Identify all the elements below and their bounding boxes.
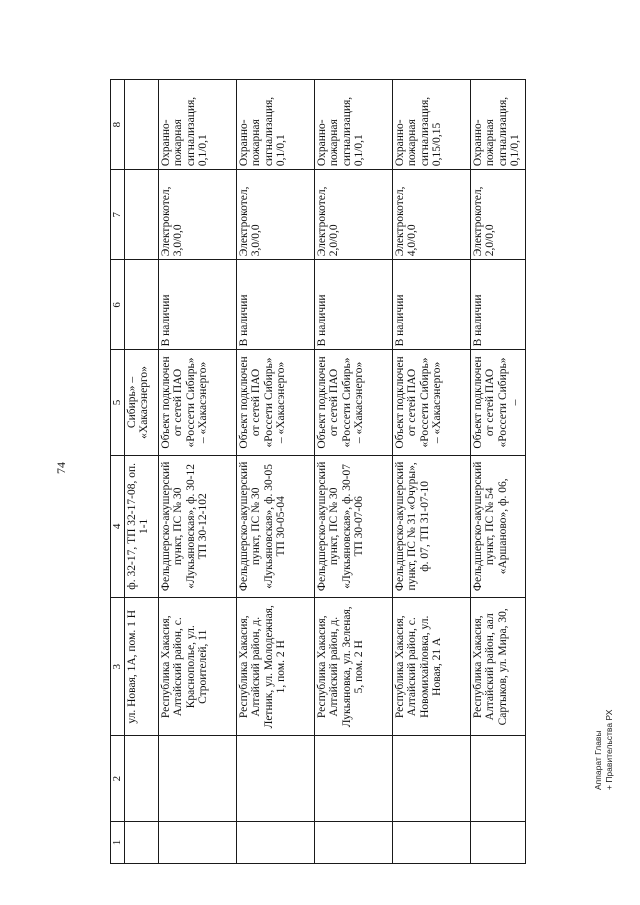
table-cell-c8: Охранно-пожарная сигнализация, 0,1/0,1 bbox=[470, 80, 525, 170]
table-cell-c2 bbox=[158, 736, 236, 822]
table-cell-c5: Объект подключен от сетей ПАО «Россети Сибирь» – «Хакасэнерго» bbox=[314, 350, 392, 455]
table-cell-c5: Объект подключен от сетей ПАО «Россети Сибирь» – «Хакасэнерго» bbox=[392, 350, 470, 455]
table-cell-c3: Республика Хакасия, Алтайский район, д. Лукьяновка, ул. Зеленая, 5, пом. 2 Н bbox=[314, 598, 392, 736]
table-cell-c6: В наличии bbox=[236, 260, 314, 350]
data-table bbox=[110, 79, 526, 864]
table-cell-c2 bbox=[124, 736, 158, 822]
header-cell: 5 bbox=[111, 350, 125, 455]
table-cell-c1 bbox=[236, 821, 314, 863]
table-cell-c6: В наличии bbox=[470, 260, 525, 350]
table-row bbox=[470, 80, 525, 864]
table-cell-c8: Охранно-пожарная сигнализация, 0,15/0,15 bbox=[392, 80, 470, 170]
table-cell-c8 bbox=[124, 80, 158, 170]
table-cell-c5: Сибирь» – «Хакасэнерго» bbox=[124, 350, 158, 455]
stamp-line: Аппарат Главы bbox=[593, 730, 603, 790]
table-cell-c7 bbox=[124, 170, 158, 260]
table-cell-c5: Объект подключен от сетей ПАО «Россети Сибирь» – bbox=[470, 350, 525, 455]
table-cell-c4: Фельдшерско-акушерский пункт, ПС № 30 «Лукьяновская», ф. 30-12 ТП 30-12-102 bbox=[158, 455, 236, 598]
table-cell-c3: Республика Хакасия, Алтайский район, с. Новомихайловка, ул. Новая, 21 А bbox=[392, 598, 470, 736]
table-cell-c6: В наличии bbox=[392, 260, 470, 350]
table-cell-c6: В наличии bbox=[158, 260, 236, 350]
table-cell-c3: ул. Новая, 1А, пом. 1 Н bbox=[124, 598, 158, 736]
table-row bbox=[392, 80, 470, 864]
table-cell-c2 bbox=[392, 736, 470, 822]
registry-stamp bbox=[593, 700, 627, 790]
table-cell-c7: Электрокотел, 3,0/0,0 bbox=[236, 170, 314, 260]
table-cell-c3: Республика Хакасия, Алтайский район, аал Сартыков, ул. Мира, 30, bbox=[470, 598, 525, 736]
table-cell-c4: Фельдшерско-акушерский пункт, ПС № 30 «Лукьяновская», ф. 30-07 ТП 30-07-06 bbox=[314, 455, 392, 598]
table-cell-c8: Охранно-пожарная сигнализация, 0,1/0,1 bbox=[314, 80, 392, 170]
table-cell-c7: Электрокотел, 2,0/0,0 bbox=[470, 170, 525, 260]
header-cell: 1 bbox=[111, 821, 125, 863]
table-cell-c5: Объект подключен от сетей ПАО «Россети Сибирь» – «Хакасэнерго» bbox=[158, 350, 236, 455]
table-cell-c1 bbox=[470, 821, 525, 863]
table-cell-c2 bbox=[314, 736, 392, 822]
header-cell: 6 bbox=[111, 260, 125, 350]
table-cell-c3: Республика Хакасия, Алтайский район, с. Краснополье, ул. Строителей, 11 bbox=[158, 598, 236, 736]
table-cell-c2 bbox=[470, 736, 525, 822]
table-row bbox=[236, 80, 314, 864]
header-cell: 7 bbox=[111, 170, 125, 260]
table-cell-c1 bbox=[392, 821, 470, 863]
stamp-line: + Правительства РХ bbox=[604, 709, 614, 790]
header-cell: 8 bbox=[111, 80, 125, 170]
table-cell-c3: Республика Хакасия, Алтайский район, д. Летник, ул. Молодежная, 1, пом. 2 Н bbox=[236, 598, 314, 736]
table-cell-c4: Фельдшерско-акушерский пункт, ПС № 30 «Лукьяновская», ф. 30-05 ТП 30-05-04 bbox=[236, 455, 314, 598]
header-cell: 4 bbox=[111, 455, 125, 598]
table-cell-c7: Электрокотел, 4,0/0,0 bbox=[392, 170, 470, 260]
header-row bbox=[111, 80, 125, 864]
table-cell-c1 bbox=[314, 821, 392, 863]
header-cell: 3 bbox=[111, 598, 125, 736]
table-cell-c4: Фельдшерско-акушерский пункт, ПС № 31 «Очуры», ф. 07, ТП 31-07-10 bbox=[392, 455, 470, 598]
table-cell-c2 bbox=[236, 736, 314, 822]
table-row bbox=[158, 80, 236, 864]
table-cell-c6: В наличии bbox=[314, 260, 392, 350]
table-cell-c7: Электрокотел, 2,0/0,0 bbox=[314, 170, 392, 260]
page-number: 74 bbox=[54, 462, 68, 474]
rotated-table bbox=[110, 79, 525, 864]
table-cell-c6 bbox=[124, 260, 158, 350]
table-cell-c1 bbox=[158, 821, 236, 863]
table-row bbox=[124, 80, 158, 864]
table-cell-c4: Фельдшерско-акушерский пункт, ПС № 54 «Аршаново», ф. 06, bbox=[470, 455, 525, 598]
header-cell: 2 bbox=[111, 736, 125, 822]
table-cell-c4: ф. 32-17, ТП 32-17-08, оп. 1-1 bbox=[124, 455, 158, 598]
table-cell-c1 bbox=[124, 821, 158, 863]
table-cell-c8: Охранно-пожарная сигнализация, 0,1/0,1 bbox=[236, 80, 314, 170]
table-cell-c8: Охранно-пожарная сигнализация, 0,1/0,1 bbox=[158, 80, 236, 170]
table-cell-c7: Электрокотел, 3,0/0,0 bbox=[158, 170, 236, 260]
table-cell-c5: Объект подключен от сетей ПАО «Россети Сибирь» – «Хакасэнерго» bbox=[236, 350, 314, 455]
table-row bbox=[314, 80, 392, 864]
